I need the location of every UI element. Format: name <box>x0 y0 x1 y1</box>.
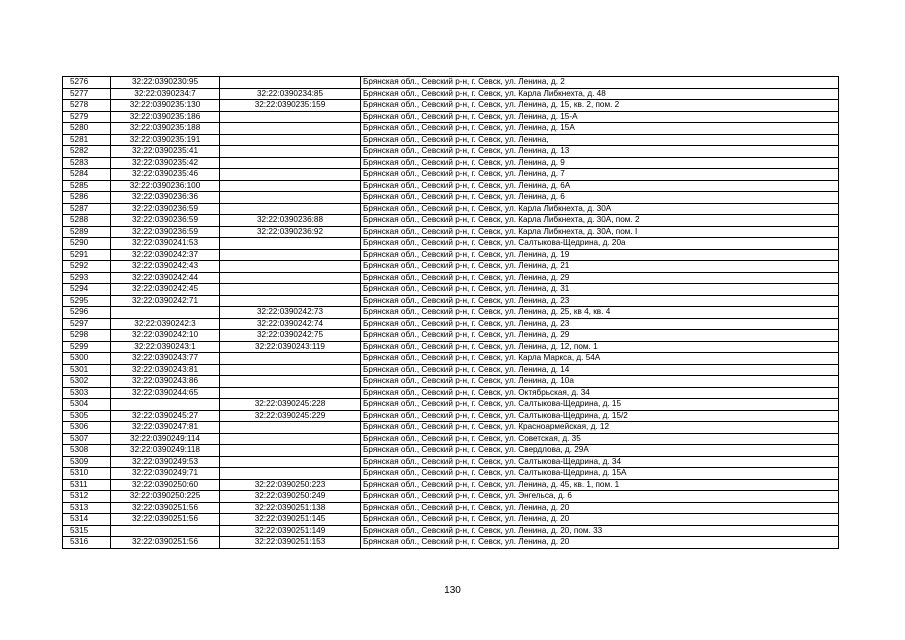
parcel-cadastral-number-cell: 32:22:0390235:41 <box>111 146 220 158</box>
table-row <box>63 318 839 330</box>
table-row <box>63 433 839 445</box>
table-row <box>63 387 839 399</box>
parcel-cadastral-number-cell <box>111 399 220 411</box>
row-number-cell: 5287 <box>63 203 111 215</box>
parcel-cadastral-number-cell: 32:22:0390243:81 <box>111 364 220 376</box>
table-row <box>63 514 839 526</box>
table-row <box>63 502 839 514</box>
table-row <box>63 192 839 204</box>
row-number-cell: 5316 <box>63 537 111 549</box>
row-number-cell: 5310 <box>63 468 111 480</box>
address-cell: Брянская обл., Севский р-н, г. Севск, ул. Ленина, д. 20 <box>361 502 839 514</box>
address-cell: Брянская обл., Севский р-н, г. Севск, ул. Карла Либкнехта, д. 48 <box>361 88 839 100</box>
table-row <box>63 491 839 503</box>
address-cell: Брянская обл., Севский р-н, г. Севск, ул. Ленина, д. 10а <box>361 376 839 388</box>
parcel-cadastral-number-cell: 32:22:0390235:188 <box>111 123 220 135</box>
parcel-cadastral-number-cell: 32:22:0390236:59 <box>111 226 220 238</box>
parcel-cadastral-number-cell: 32:22:0390236:100 <box>111 180 220 192</box>
table-row <box>63 261 839 273</box>
address-cell: Брянская обл., Севский р-н, г. Севск, ул. Ленина, д. 12, пом. 1 <box>361 341 839 353</box>
address-cell: Брянская обл., Севский р-н, г. Севск, ул. Ленина, д. 45, кв. 1, пом. 1 <box>361 479 839 491</box>
parcel-cadastral-number-cell: 32:22:0390242:3 <box>111 318 220 330</box>
parcel-cadastral-number-cell: 32:22:0390236:59 <box>111 203 220 215</box>
building-cadastral-number-cell <box>220 249 361 261</box>
row-number-cell: 5302 <box>63 376 111 388</box>
building-cadastral-number-cell: 32:22:0390242:74 <box>220 318 361 330</box>
building-cadastral-number-cell: 32:22:0390245:229 <box>220 410 361 422</box>
table-row <box>63 284 839 296</box>
parcel-cadastral-number-cell: 32:22:0390249:114 <box>111 433 220 445</box>
address-cell: Брянская обл., Севский р-н, г. Севск, ул. Салтыкова-Щедрина, д. 34 <box>361 456 839 468</box>
building-cadastral-number-cell <box>220 422 361 434</box>
parcel-cadastral-number-cell: 32:22:0390250:225 <box>111 491 220 503</box>
building-cadastral-number-cell: 32:22:0390251:138 <box>220 502 361 514</box>
table-row <box>63 272 839 284</box>
row-number-cell: 5298 <box>63 330 111 342</box>
row-number-cell: 5309 <box>63 456 111 468</box>
building-cadastral-number-cell <box>220 180 361 192</box>
table-row <box>63 157 839 169</box>
building-cadastral-number-cell: 32:22:0390251:149 <box>220 525 361 537</box>
address-cell: Брянская обл., Севский р-н, г. Севск, ул. Карла Либкнехта, д. 30А, пом. 2 <box>361 215 839 227</box>
row-number-cell: 5299 <box>63 341 111 353</box>
address-cell: Брянская обл., Севский р-н, г. Севск, ул. Ленина, д. 6А <box>361 180 839 192</box>
address-cell: Брянская обл., Севский р-н, г. Севск, ул. Карла Маркса, д. 54А <box>361 353 839 365</box>
parcel-cadastral-number-cell: 32:22:0390234:7 <box>111 88 220 100</box>
building-cadastral-number-cell: 32:22:0390250:249 <box>220 491 361 503</box>
address-cell: Брянская обл., Севский р-н, г. Севск, ул. Энгельса, д. 6 <box>361 491 839 503</box>
row-number-cell: 5293 <box>63 272 111 284</box>
address-cell: Брянская обл., Севский р-н, г. Севск, ул. Салтыкова-Щедрина, д. 20а <box>361 238 839 250</box>
table-row <box>63 203 839 215</box>
parcel-cadastral-number-cell: 32:22:0390235:186 <box>111 111 220 123</box>
parcel-cadastral-number-cell: 32:22:0390242:10 <box>111 330 220 342</box>
address-cell: Брянская обл., Севский р-н, г. Севск, ул. Ленина, д. 15А <box>361 123 839 135</box>
address-cell: Брянская обл., Севский р-н, г. Севск, ул. Ленина, д. 15-А <box>361 111 839 123</box>
parcel-cadastral-number-cell: 32:22:0390235:191 <box>111 134 220 146</box>
building-cadastral-number-cell <box>220 284 361 296</box>
row-number-cell: 5300 <box>63 353 111 365</box>
building-cadastral-number-cell <box>220 111 361 123</box>
parcel-cadastral-number-cell: 32:22:0390251:56 <box>111 502 220 514</box>
address-cell: Брянская обл., Севский р-н, г. Севск, ул. Карла Либкнехта, д. 30А, пом. I <box>361 226 839 238</box>
row-number-cell: 5292 <box>63 261 111 273</box>
building-cadastral-number-cell <box>220 238 361 250</box>
building-cadastral-number-cell: 32:22:0390235:159 <box>220 100 361 112</box>
building-cadastral-number-cell <box>220 468 361 480</box>
row-number-cell: 5277 <box>63 88 111 100</box>
parcel-cadastral-number-cell: 32:22:0390250:60 <box>111 479 220 491</box>
building-cadastral-number-cell <box>220 157 361 169</box>
address-cell: Брянская обл., Севский р-н, г. Севск, ул. Ленина, д. 25, кв 4, кв. 4 <box>361 307 839 319</box>
table-row <box>63 77 839 89</box>
row-number-cell: 5301 <box>63 364 111 376</box>
table-row <box>63 295 839 307</box>
table-row <box>63 249 839 261</box>
address-cell: Брянская обл., Севский р-н, г. Севск, ул. Салтыкова-Щедрина, д. 15/2 <box>361 410 839 422</box>
table-row <box>63 180 839 192</box>
row-number-cell: 5285 <box>63 180 111 192</box>
table-row <box>63 399 839 411</box>
parcel-cadastral-number-cell: 32:22:0390242:37 <box>111 249 220 261</box>
address-cell: Брянская обл., Севский р-н, г. Севск, ул. Ленина, д. 14 <box>361 364 839 376</box>
row-number-cell: 5295 <box>63 295 111 307</box>
building-cadastral-number-cell <box>220 123 361 135</box>
address-cell: Брянская обл., Севский р-н, г. Севск, ул. Ленина, д. 20 <box>361 537 839 549</box>
row-number-cell: 5282 <box>63 146 111 158</box>
building-cadastral-number-cell <box>220 146 361 158</box>
building-cadastral-number-cell <box>220 456 361 468</box>
registry-table <box>62 76 839 549</box>
row-number-cell: 5288 <box>63 215 111 227</box>
table-row <box>63 410 839 422</box>
parcel-cadastral-number-cell: 32:22:0390249:71 <box>111 468 220 480</box>
building-cadastral-number-cell <box>220 433 361 445</box>
address-cell: Брянская обл., Севский р-н, г. Севск, ул. Ленина, д. 13 <box>361 146 839 158</box>
building-cadastral-number-cell <box>220 353 361 365</box>
address-cell: Брянская обл., Севский р-н, г. Севск, ул. Советская, д. 35 <box>361 433 839 445</box>
row-number-cell: 5314 <box>63 514 111 526</box>
address-cell: Брянская обл., Севский р-н, г. Севск, ул. Ленина, д. 20, пом. 33 <box>361 525 839 537</box>
address-cell: Брянская обл., Севский р-н, г. Севск, ул. Ленина, д. 19 <box>361 249 839 261</box>
address-cell: Брянская обл., Севский р-н, г. Севск, ул. Красноармейская, д. 12 <box>361 422 839 434</box>
table-row <box>63 445 839 457</box>
table-row <box>63 111 839 123</box>
row-number-cell: 5311 <box>63 479 111 491</box>
table-row <box>63 341 839 353</box>
row-number-cell: 5315 <box>63 525 111 537</box>
table-row <box>63 479 839 491</box>
building-cadastral-number-cell: 32:22:0390236:88 <box>220 215 361 227</box>
address-cell: Брянская обл., Севский р-н, г. Севск, ул. Ленина, <box>361 134 839 146</box>
parcel-cadastral-number-cell: 32:22:0390245:27 <box>111 410 220 422</box>
building-cadastral-number-cell: 32:22:0390251:153 <box>220 537 361 549</box>
address-cell: Брянская обл., Севский р-н, г. Севск, ул. Ленина, д. 7 <box>361 169 839 181</box>
parcel-cadastral-number-cell: 32:22:0390243:1 <box>111 341 220 353</box>
parcel-cadastral-number-cell: 32:22:0390247:81 <box>111 422 220 434</box>
address-cell: Брянская обл., Севский р-н, г. Севск, ул. Ленина, д. 29 <box>361 272 839 284</box>
row-number-cell: 5294 <box>63 284 111 296</box>
row-number-cell: 5286 <box>63 192 111 204</box>
table-row <box>63 134 839 146</box>
building-cadastral-number-cell <box>220 134 361 146</box>
row-number-cell: 5296 <box>63 307 111 319</box>
building-cadastral-number-cell: 32:22:0390236:92 <box>220 226 361 238</box>
parcel-cadastral-number-cell: 32:22:0390230:95 <box>111 77 220 89</box>
address-cell: Брянская обл., Севский р-н, г. Севск, ул. Ленина, д. 23 <box>361 295 839 307</box>
table-row <box>63 146 839 158</box>
table-row <box>63 238 839 250</box>
row-number-cell: 5312 <box>63 491 111 503</box>
row-number-cell: 5291 <box>63 249 111 261</box>
building-cadastral-number-cell: 32:22:0390234:85 <box>220 88 361 100</box>
address-cell: Брянская обл., Севский р-н, г. Севск, ул. Свердлова, д. 29А <box>361 445 839 457</box>
table-row <box>63 525 839 537</box>
parcel-cadastral-number-cell: 32:22:0390251:56 <box>111 537 220 549</box>
address-cell: Брянская обл., Севский р-н, г. Севск, ул. Салтыкова-Щедрина, д. 15А <box>361 468 839 480</box>
building-cadastral-number-cell <box>220 77 361 89</box>
parcel-cadastral-number-cell: 32:22:0390241:53 <box>111 238 220 250</box>
building-cadastral-number-cell: 32:22:0390251:145 <box>220 514 361 526</box>
parcel-cadastral-number-cell: 32:22:0390251:56 <box>111 514 220 526</box>
parcel-cadastral-number-cell: 32:22:0390242:45 <box>111 284 220 296</box>
address-cell: Брянская обл., Севский р-н, г. Севск, ул. Ленина, д. 20 <box>361 514 839 526</box>
parcel-cadastral-number-cell: 32:22:0390242:71 <box>111 295 220 307</box>
parcel-cadastral-number-cell: 32:22:0390242:43 <box>111 261 220 273</box>
building-cadastral-number-cell <box>220 376 361 388</box>
row-number-cell: 5306 <box>63 422 111 434</box>
building-cadastral-number-cell <box>220 295 361 307</box>
building-cadastral-number-cell <box>220 192 361 204</box>
building-cadastral-number-cell <box>220 169 361 181</box>
table-row <box>63 226 839 238</box>
row-number-cell: 5289 <box>63 226 111 238</box>
row-number-cell: 5305 <box>63 410 111 422</box>
table-row <box>63 100 839 112</box>
table-row <box>63 468 839 480</box>
table-row <box>63 456 839 468</box>
table-row <box>63 88 839 100</box>
building-cadastral-number-cell: 32:22:0390243:119 <box>220 341 361 353</box>
address-cell: Брянская обл., Севский р-н, г. Севск, ул. Ленина, д. 31 <box>361 284 839 296</box>
row-number-cell: 5308 <box>63 445 111 457</box>
table-row <box>63 330 839 342</box>
table-row <box>63 364 839 376</box>
parcel-cadastral-number-cell: 32:22:0390243:86 <box>111 376 220 388</box>
parcel-cadastral-number-cell <box>111 525 220 537</box>
row-number-cell: 5283 <box>63 157 111 169</box>
parcel-cadastral-number-cell: 32:22:0390243:77 <box>111 353 220 365</box>
table-row <box>63 422 839 434</box>
row-number-cell: 5290 <box>63 238 111 250</box>
table-row <box>63 169 839 181</box>
row-number-cell: 5281 <box>63 134 111 146</box>
parcel-cadastral-number-cell: 32:22:0390236:36 <box>111 192 220 204</box>
building-cadastral-number-cell <box>220 203 361 215</box>
parcel-cadastral-number-cell: 32:22:0390249:53 <box>111 456 220 468</box>
row-number-cell: 5278 <box>63 100 111 112</box>
parcel-cadastral-number-cell: 32:22:0390235:46 <box>111 169 220 181</box>
row-number-cell: 5303 <box>63 387 111 399</box>
parcel-cadastral-number-cell: 32:22:0390242:44 <box>111 272 220 284</box>
row-number-cell: 5276 <box>63 77 111 89</box>
row-number-cell: 5313 <box>63 502 111 514</box>
row-number-cell: 5280 <box>63 123 111 135</box>
parcel-cadastral-number-cell: 32:22:0390249:118 <box>111 445 220 457</box>
parcel-cadastral-number-cell <box>111 307 220 319</box>
row-number-cell: 5307 <box>63 433 111 445</box>
registry-table-body <box>63 77 839 549</box>
row-number-cell: 5304 <box>63 399 111 411</box>
address-cell: Брянская обл., Севский р-н, г. Севск, ул. Ленина, д. 15, кв. 2, пом. 2 <box>361 100 839 112</box>
page-number: 130 <box>444 585 461 596</box>
row-number-cell: 5279 <box>63 111 111 123</box>
parcel-cadastral-number-cell: 32:22:0390244:65 <box>111 387 220 399</box>
table-row <box>63 353 839 365</box>
table-row <box>63 215 839 227</box>
address-cell: Брянская обл., Севский р-н, г. Севск, ул. Ленина, д. 29 <box>361 330 839 342</box>
address-cell: Брянская обл., Севский р-н, г. Севск, ул. Ленина, д. 9 <box>361 157 839 169</box>
building-cadastral-number-cell: 32:22:0390242:73 <box>220 307 361 319</box>
row-number-cell: 5284 <box>63 169 111 181</box>
parcel-cadastral-number-cell: 32:22:0390236:59 <box>111 215 220 227</box>
row-number-cell: 5297 <box>63 318 111 330</box>
address-cell: Брянская обл., Севский р-н, г. Севск, ул. Карла Либкнехта, д. 30А <box>361 203 839 215</box>
building-cadastral-number-cell <box>220 261 361 273</box>
address-cell: Брянская обл., Севский р-н, г. Севск, ул. Ленина, д. 23 <box>361 318 839 330</box>
building-cadastral-number-cell <box>220 272 361 284</box>
building-cadastral-number-cell: 32:22:0390245:228 <box>220 399 361 411</box>
table-row <box>63 307 839 319</box>
address-cell: Брянская обл., Севский р-н, г. Севск, ул. Ленина, д. 2 <box>361 77 839 89</box>
building-cadastral-number-cell: 32:22:0390250:223 <box>220 479 361 491</box>
address-cell: Брянская обл., Севский р-н, г. Севск, ул. Ленина, д. 21 <box>361 261 839 273</box>
building-cadastral-number-cell <box>220 445 361 457</box>
table-row <box>63 123 839 135</box>
building-cadastral-number-cell <box>220 387 361 399</box>
parcel-cadastral-number-cell: 32:22:0390235:130 <box>111 100 220 112</box>
building-cadastral-number-cell: 32:22:0390242:75 <box>220 330 361 342</box>
address-cell: Брянская обл., Севский р-н, г. Севск, ул. Ленина, д. 6 <box>361 192 839 204</box>
table-row <box>63 537 839 549</box>
address-cell: Брянская обл., Севский р-н, г. Севск, ул. Салтыкова-Щедрина, д. 15 <box>361 399 839 411</box>
building-cadastral-number-cell <box>220 364 361 376</box>
table-row <box>63 376 839 388</box>
address-cell: Брянская обл., Севский р-н, г. Севск, ул. Октябрьская, д. 34 <box>361 387 839 399</box>
parcel-cadastral-number-cell: 32:22:0390235:42 <box>111 157 220 169</box>
